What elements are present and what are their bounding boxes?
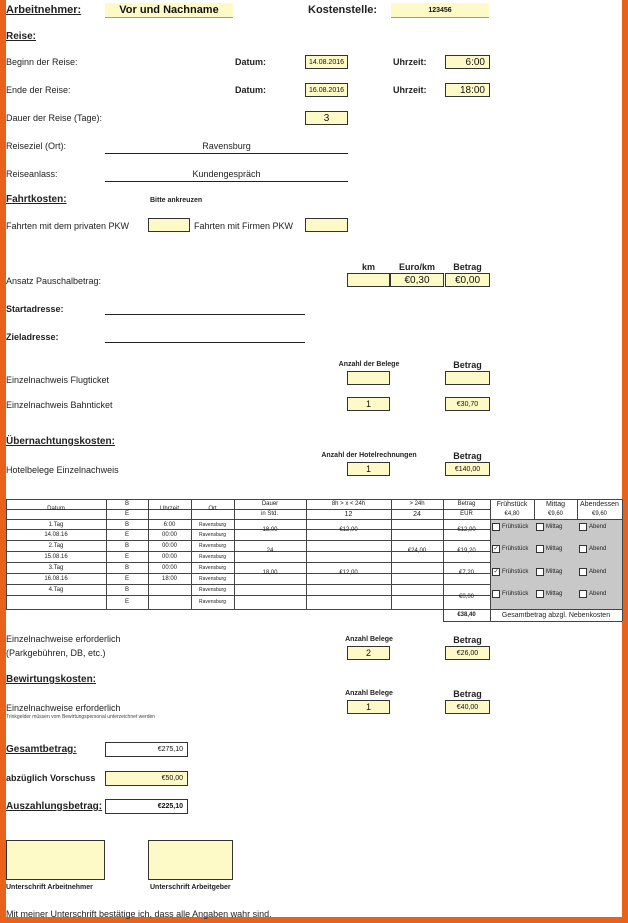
- destination-field[interactable]: Ravensburg: [202, 141, 251, 151]
- lunch-check[interactable]: [536, 521, 577, 533]
- col-ort: Ort: [208, 506, 217, 512]
- flight-amount-field[interactable]: [445, 371, 490, 385]
- confirmation-text: Mit meiner Unterschrift bestätige ich, dass alle Angaben wahr sind.: [6, 909, 272, 919]
- col-betrag-sub: EUR: [460, 511, 473, 517]
- km-header: km: [361, 262, 375, 272]
- end-date-field[interactable]: 16.08.2016: [305, 83, 348, 97]
- col-datum: Datum: [47, 506, 65, 512]
- occasion-field[interactable]: Kundengespräch: [192, 169, 261, 179]
- hospitality-count-header: Anzahl Belege: [345, 690, 393, 697]
- col-dauer-sub: in Std.: [261, 511, 279, 517]
- col-be2: E: [124, 511, 129, 517]
- row-day: 15.08.16: [44, 553, 68, 560]
- checkbox-label: Abend: [589, 524, 607, 530]
- col-betrag: Betrag: [457, 501, 476, 507]
- checkbox-icon[interactable]: [536, 568, 544, 576]
- travel-section-title: Fahrtkosten:: [6, 194, 67, 205]
- day-24h: [391, 562, 443, 584]
- checkbox-label: Frühstück: [502, 524, 529, 530]
- checkmark-icon[interactable]: ✓: [493, 569, 499, 575]
- row-time[interactable]: 00:00: [161, 564, 177, 571]
- day-amount: €19,20: [457, 548, 476, 554]
- private-car-checkbox[interactable]: [148, 218, 190, 232]
- dinner-check[interactable]: [579, 588, 622, 600]
- breakfast-check[interactable]: [492, 588, 534, 600]
- company-car-label: Fahrten mit Firmen PKW: [194, 221, 294, 231]
- col-mittag: Mittag: [545, 500, 566, 508]
- dinner-check[interactable]: [579, 521, 622, 533]
- other-costs-sublabel: (Parkgebühren, DB, etc.): [6, 648, 106, 658]
- col-dauer: Dauer: [261, 501, 279, 507]
- other-count-header: Anzahl Belege: [345, 636, 393, 643]
- day-24h: [391, 584, 443, 609]
- private-car-label: Fahrten mit dem privaten PKW: [6, 221, 130, 231]
- checkbox-icon[interactable]: [536, 545, 544, 553]
- employee-signature-label: Unterschrift Arbeitnehmer: [6, 884, 93, 891]
- day-duration: [234, 584, 306, 609]
- val-abendessen: €9,60: [591, 511, 607, 517]
- checkbox-label: Mittag: [546, 524, 563, 530]
- row-be: B: [124, 586, 129, 593]
- flight-label: Einzelnachweis Flugticket: [6, 375, 110, 385]
- checkbox-icon[interactable]: [579, 568, 587, 576]
- row-place: Ravensburg: [199, 532, 226, 538]
- advance-label: abzüglich Vorschuss: [6, 773, 96, 783]
- checkbox-icon[interactable]: [579, 523, 587, 531]
- target-address-line[interactable]: [105, 342, 305, 343]
- start-address-line[interactable]: [105, 314, 305, 315]
- row-place: Ravensburg: [199, 542, 226, 549]
- train-amount-field[interactable]: €30,70: [445, 397, 490, 411]
- col-be: B: [124, 501, 129, 507]
- per-diem-total: €38,40: [457, 612, 476, 618]
- checkbox-icon[interactable]: [492, 523, 500, 531]
- duration-label: Dauer der Reise (Tage):: [6, 113, 103, 123]
- col-8h: 8h > x < 24h: [331, 501, 366, 507]
- amount-header: Betrag: [453, 262, 482, 272]
- per-diem-total-label: Gesamtbetrag abzgl. Nebenkosten: [501, 611, 611, 619]
- checkbox-label: Abend: [589, 569, 607, 575]
- receipts-count-header: Anzahl der Belege: [338, 361, 400, 368]
- row-day: 3.Tag: [48, 564, 64, 571]
- check-hint: Bitte ankreuzen: [150, 197, 203, 204]
- day-8h: €12,00: [339, 526, 358, 533]
- row-place: Ravensburg: [199, 599, 226, 605]
- row-be: E: [124, 575, 129, 582]
- start-time-label: Uhrzeit:: [393, 57, 427, 67]
- row-be: B: [124, 542, 129, 549]
- row-time[interactable]: 00:00: [161, 532, 177, 538]
- target-address-label: Zieladresse:: [6, 332, 59, 342]
- col-uhrzeit: Uhrzeit: [159, 506, 179, 512]
- other-amount-field[interactable]: €26,00: [445, 646, 490, 660]
- row-day: 16.08.16: [44, 575, 68, 582]
- checkbox-label: Frühstück: [502, 546, 529, 552]
- checkbox-label: Frühstück: [502, 591, 529, 597]
- payout-field: €225,10: [105, 799, 188, 814]
- checkbox-label: Abend: [589, 546, 607, 552]
- hospitality-amount-header: Betrag: [453, 689, 482, 699]
- table-line: [443, 621, 622, 622]
- occasion-line: [105, 181, 348, 182]
- row-time[interactable]: 18:00: [161, 575, 177, 582]
- destination-label: Reiseziel (Ort):: [6, 141, 67, 151]
- row-place: Ravensburg: [199, 575, 226, 582]
- row-day: 4.Tag: [48, 586, 64, 593]
- start-date-label: Datum:: [235, 57, 266, 67]
- row-place: Ravensburg: [199, 521, 226, 528]
- flat-amount-field[interactable]: €0,00: [445, 273, 490, 287]
- start-address-label: Startadresse:: [6, 304, 64, 314]
- day-8h: €12,00: [339, 570, 358, 576]
- row-be: B: [124, 521, 129, 528]
- lunch-check[interactable]: [536, 566, 577, 578]
- employee-signature-field[interactable]: [6, 840, 105, 880]
- row-day: 1.Tag: [48, 521, 64, 528]
- checkbox-label: Mittag: [546, 569, 563, 575]
- destination-line: [105, 153, 348, 154]
- per-diem-table: [6, 499, 622, 623]
- day-amount: €0,00: [458, 593, 474, 600]
- trip-start-label: Beginn der Reise:: [6, 57, 78, 67]
- hotel-amount-field[interactable]: €140,00: [445, 462, 490, 476]
- hospitality-count-field[interactable]: 1: [347, 700, 390, 714]
- employee-field[interactable]: Vor und Nachname: [105, 3, 233, 18]
- train-count-field[interactable]: 1: [347, 397, 390, 411]
- row-day: 2.Tag: [48, 542, 64, 549]
- euro-km-header: Euro/km: [398, 262, 435, 272]
- day-amount: €12,00: [457, 526, 476, 533]
- advance-field[interactable]: €50,00: [105, 771, 188, 786]
- day-duration: 18,00: [262, 526, 278, 533]
- hospitality-note: Trinkgelder müssen vom Bewirtungspersonal unterzeichnet werden: [6, 714, 156, 720]
- other-count-field[interactable]: 2: [347, 646, 390, 660]
- breakfast-check[interactable]: [492, 566, 534, 578]
- day-8h: [306, 540, 391, 562]
- end-time-label: Uhrzeit:: [393, 85, 427, 95]
- day-duration: 18,00: [262, 570, 278, 576]
- col-8h-sub: 12: [344, 510, 353, 518]
- checkbox-label: Abend: [589, 591, 607, 597]
- val-mittag: €9,60: [547, 511, 563, 517]
- checkbox-icon[interactable]: [492, 590, 500, 598]
- dinner-check[interactable]: [579, 543, 622, 555]
- row-time[interactable]: [148, 584, 191, 595]
- dinner-check[interactable]: [579, 566, 622, 578]
- flat-rate-label: Ansatz Pauschalbetrag:: [6, 276, 102, 286]
- checkbox-label: Mittag: [546, 546, 563, 552]
- day-24h: €24,00: [407, 548, 427, 554]
- table-line: [622, 499, 623, 621]
- total-label: Gesamtbetrag:: [6, 744, 77, 755]
- checkbox-label: Frühstück: [502, 569, 529, 575]
- col-24h: > 24h: [409, 501, 425, 507]
- employer-signature-label: Unterschrift Arbeitgeber: [150, 884, 231, 891]
- breakfast-check[interactable]: [492, 543, 534, 555]
- hotel-count-header: Anzahl der Hotelrechnungen: [321, 452, 417, 459]
- row-day: 14.08.16: [44, 532, 68, 538]
- checkbox-icon[interactable]: [536, 590, 544, 598]
- breakfast-check[interactable]: [492, 521, 534, 533]
- lunch-check[interactable]: [536, 543, 577, 555]
- total-field: €275,10: [105, 742, 188, 757]
- row-time[interactable]: [148, 595, 191, 609]
- other-costs-label: Einzelnachweise erforderlich: [6, 634, 121, 644]
- col-fruehstueck: Frühstück: [496, 500, 528, 508]
- end-date-label: Datum:: [235, 85, 266, 95]
- employer-signature-field[interactable]: [148, 840, 233, 880]
- hotel-count-field[interactable]: 1: [347, 462, 390, 476]
- row-be: E: [124, 599, 129, 605]
- day-24h: [391, 519, 443, 540]
- row-place: Ravensburg: [199, 564, 226, 571]
- receipts-amount-header: Betrag: [453, 360, 482, 370]
- euro-km-field[interactable]: €0,30: [390, 273, 444, 287]
- flight-count-field[interactable]: [347, 371, 390, 385]
- cost-center-field[interactable]: 123456: [391, 3, 489, 18]
- km-field[interactable]: [347, 273, 390, 287]
- hospitality-amount-field[interactable]: €40,00: [445, 700, 490, 714]
- row-place: Ravensburg: [199, 553, 226, 560]
- accommodation-section-title: Übernachtungskosten:: [6, 436, 115, 447]
- hospitality-label: Einzelnachweise erforderlich: [6, 703, 121, 713]
- hospitality-section-title: Bewirtungskosten:: [6, 674, 97, 685]
- checkbox-icon[interactable]: [579, 545, 587, 553]
- checkbox-icon[interactable]: [579, 590, 587, 598]
- val-fruehstueck: €4,80: [504, 511, 520, 517]
- hotel-label: Hotelbelege Einzelnachweis: [6, 465, 119, 475]
- lunch-check[interactable]: [536, 588, 577, 600]
- day-8h: [306, 584, 391, 609]
- day-amount: €7,20: [458, 570, 474, 576]
- checkbox-label: Mittag: [546, 591, 563, 597]
- col-24h-sub: 24: [413, 510, 421, 518]
- train-label: Einzelnachweis Bahnticket: [6, 400, 113, 410]
- other-amount-header: Betrag: [453, 635, 482, 645]
- row-time[interactable]: 00:00: [161, 542, 177, 549]
- col-abendessen: Abendessen: [580, 500, 619, 508]
- end-time-field[interactable]: 18:00: [445, 83, 490, 97]
- day-duration: 24: [266, 548, 274, 554]
- start-time-field[interactable]: 6:00: [445, 55, 490, 69]
- cost-center-label: Kostenstelle:: [308, 4, 378, 16]
- start-date-field[interactable]: 14.08.2016: [305, 55, 348, 69]
- employee-label: Arbeitnehmer:: [6, 4, 82, 16]
- checkmark-icon[interactable]: ✓: [493, 546, 499, 552]
- checkbox-icon[interactable]: [536, 523, 544, 531]
- row-day: [6, 595, 106, 609]
- occasion-label: Reiseanlass:: [6, 169, 58, 179]
- payout-label: Auszahlungsbetrag:: [6, 801, 103, 812]
- row-place: Ravensburg: [199, 586, 226, 593]
- trip-section-title: Reise:: [6, 31, 37, 42]
- row-time[interactable]: 6:00: [163, 521, 176, 528]
- row-time[interactable]: 00:00: [161, 553, 177, 560]
- trip-end-label: Ende der Reise:: [6, 85, 71, 95]
- hotel-amount-header: Betrag: [453, 451, 482, 461]
- row-be: E: [124, 532, 129, 538]
- company-car-checkbox[interactable]: [305, 218, 348, 232]
- duration-field[interactable]: 3: [305, 111, 348, 125]
- row-be: B: [124, 564, 129, 571]
- row-be: E: [124, 553, 129, 560]
